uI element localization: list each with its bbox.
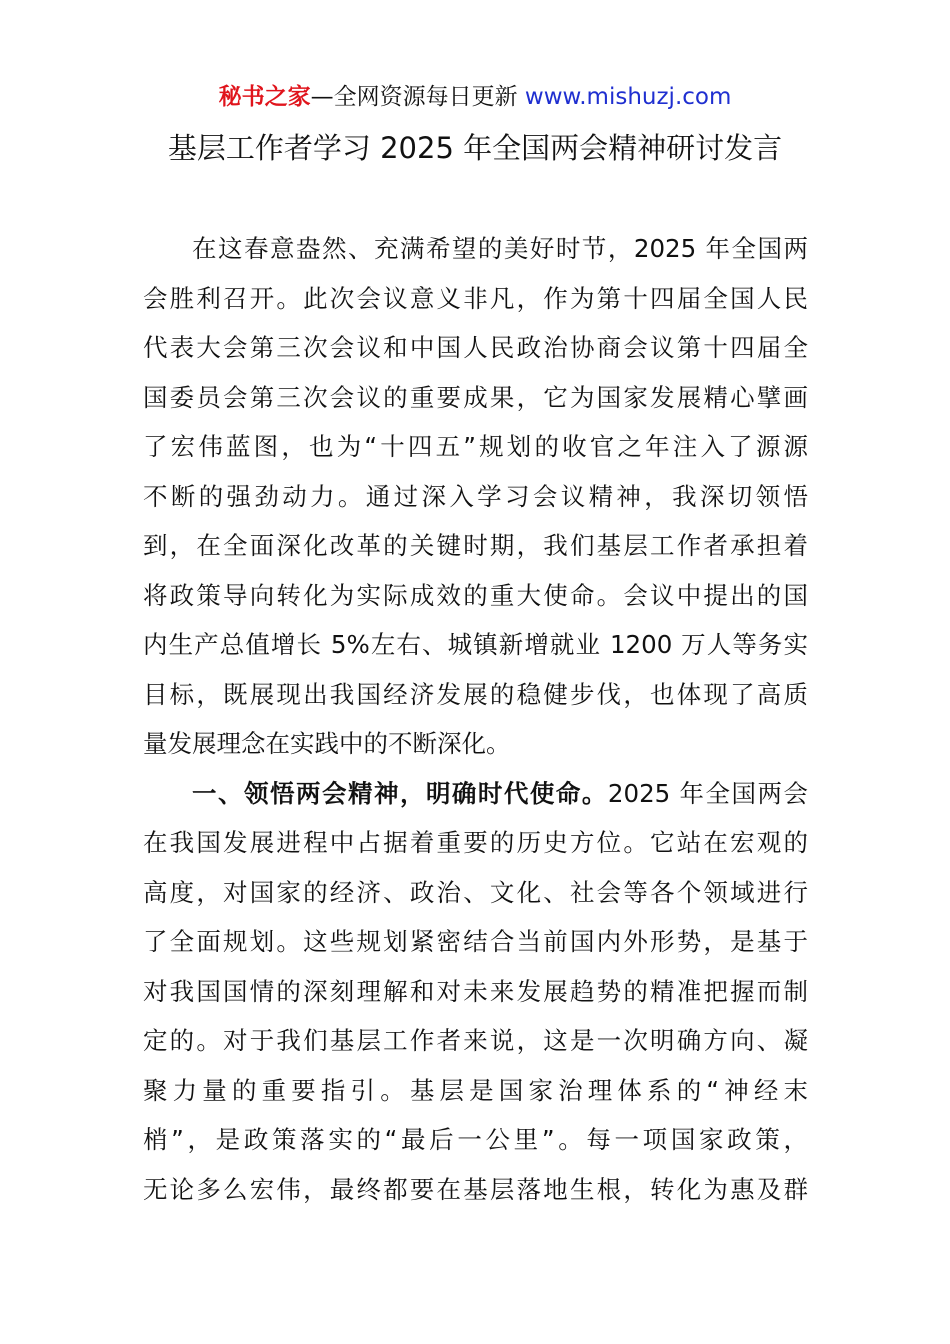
paragraph-line: 聚力量的重要指引。基层是国家治理体系的“神经末 bbox=[143, 1075, 808, 1105]
section-heading-line bbox=[143, 769, 808, 819]
document-title: 基层工作者学习 2025 年全国两会精神研讨发言 bbox=[167, 131, 783, 165]
paragraph-line: 国委员会第三次会议的重要成果，它为国家发展精心擘画 bbox=[143, 382, 808, 412]
paragraph-line: 了宏伟蓝图，也为“十四五”规划的收官之年注入了源源 bbox=[143, 432, 808, 461]
paragraph-line: 到，在全面深化改革的关键时期，我们基层工作者承担着 bbox=[143, 531, 808, 560]
paragraph-line: 将政策导向转化为实际成效的重大使命。会议中提出的国 bbox=[143, 580, 808, 610]
paragraph-line: 了全面规划。这些规划紧密结合当前国内外形势，是基于 bbox=[143, 927, 808, 956]
paragraph-line: 代表大会第三次会议和中国人民政治协商会议第十四届全 bbox=[143, 333, 808, 362]
paragraph-line: 对我国国情的深刻理解和对未来发展趋势的精准把握而制 bbox=[143, 976, 808, 1006]
paragraph-line: 定的。对于我们基层工作者来说，这是一次明确方向、凝 bbox=[143, 1026, 808, 1055]
paragraph-line: 不断的强劲动力。通过深入学习会议精神，我深切领悟 bbox=[143, 481, 808, 511]
section-heading-rest: 2025 年全国两会 bbox=[607, 778, 809, 808]
paragraph-line: 目标，既展现出我国经济发展的稳健步伐，也体现了高质 bbox=[143, 679, 808, 709]
paragraph-line: 内生产总值增长 5%左右、城镇新增就业 1200 万人等务实 bbox=[143, 630, 808, 659]
paragraph-line: 会胜利召开。此次会议意义非凡，作为第十四届全国人民 bbox=[143, 283, 808, 313]
paragraph-line: 在这春意盎然、充满希望的美好时节，2025 年全国两 bbox=[192, 234, 808, 263]
document-body bbox=[143, 224, 808, 1214]
site-brand: 秘书之家 bbox=[218, 84, 311, 110]
site-tagline: —全网资源每日更新 bbox=[310, 84, 525, 110]
paragraph-line: 在我国发展进程中占据着重要的历史方位。它站在宏观的 bbox=[143, 828, 808, 857]
site-url-link[interactable]: www.mishuzj.com bbox=[524, 84, 732, 110]
section-heading: 一、领悟两会精神，明确时代使命。 bbox=[192, 778, 608, 808]
paragraph-line: 高度，对国家的经济、政治、文化、社会等各个领域进行 bbox=[143, 877, 808, 907]
paragraph-line: 无论多么宏伟，最终都要在基层落地生根，转化为惠及群 bbox=[143, 1174, 808, 1204]
site-header bbox=[0, 80, 950, 114]
paragraph-line: 量发展理念在实践中的不断深化。 bbox=[143, 729, 511, 758]
paragraph-line: 梢”，是政策落实的“最后一公里”。每一项国家政策， bbox=[143, 1125, 808, 1154]
